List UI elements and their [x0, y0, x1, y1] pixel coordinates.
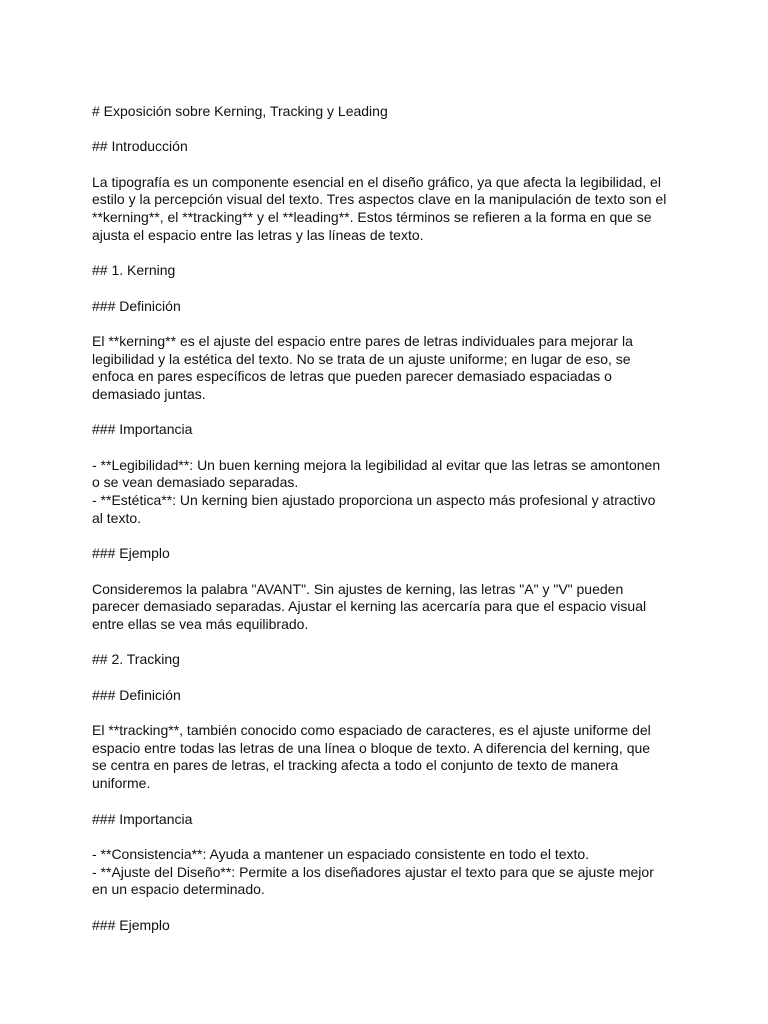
text-line: - **Consistencia**: Ayuda a mantener un espaciado consistente en todo el texto. — [92, 845, 590, 862]
document-page — [92, 103, 682, 934]
list-importancia-kerning — [92, 457, 682, 528]
blank-line — [92, 156, 682, 174]
text-line: ## Introducción — [92, 138, 188, 155]
blank-line — [92, 528, 682, 546]
text-line: ### Importancia — [92, 810, 193, 827]
heading-introduccion — [92, 138, 682, 156]
blank-line — [92, 245, 682, 263]
text-line: ### Ejemplo — [92, 916, 170, 933]
text-line: legibilidad y la estética del texto. No se trata de un ajuste uniforme; en lugar de eso, se — [92, 350, 631, 367]
blank-line — [92, 828, 682, 846]
text-line: uniforme. — [92, 775, 151, 792]
blank-line — [92, 669, 682, 687]
blank-line — [92, 404, 682, 422]
text-line: espacio entre todas las letras de una línea o bloque de texto. A diferencia del kerning, que — [92, 739, 651, 756]
subheading-ejemplo-tracking — [92, 917, 682, 935]
blank-line — [92, 315, 682, 333]
blank-line — [92, 899, 682, 917]
text-line: ### Definición — [92, 686, 181, 703]
doc-title — [92, 103, 682, 121]
blank-line — [92, 439, 682, 457]
text-line: demasiado juntas. — [92, 386, 206, 402]
heading-tracking — [92, 651, 682, 669]
subheading-importancia-tracking — [92, 811, 682, 829]
text-line: ### Definición — [92, 297, 181, 314]
text-line: El **tracking**, también conocido como espaciado de caracteres, es el ajuste uniforme del — [92, 722, 651, 739]
text-line: parecer demasiado separadas. Ajustar el kerning las acercaría para que el espacio visual — [92, 598, 647, 615]
text-line: al texto. — [92, 509, 142, 526]
blank-line — [92, 634, 682, 652]
text-line: ## 2. Tracking — [92, 651, 180, 668]
text-line: entre ellas se vea más equilibrado. — [92, 615, 309, 632]
heading-kerning — [92, 262, 682, 280]
paragraph-definicion-tracking — [92, 722, 682, 793]
text-line: o se vean demasiado separadas. — [92, 474, 299, 491]
text-line: ajusta el espacio entre las letras y las líneas de texto. — [92, 226, 424, 243]
text-line: **kerning**, el **tracking** y el **leading**. Estos términos se refieren a la forma en que se — [92, 209, 652, 226]
list-importancia-tracking — [92, 846, 682, 899]
text-line: Consideremos la palabra "AVANT". Sin ajustes de kerning, las letras "A" y "V" pueden — [92, 580, 624, 597]
text-line: - **Legibilidad**: Un buen kerning mejora la legibilidad al evitar que las letras se amontonen — [92, 456, 661, 473]
subheading-importancia-kerning — [92, 421, 682, 439]
paragraph-introduccion — [92, 174, 682, 245]
subheading-ejemplo-kerning — [92, 545, 682, 563]
text-line: ### Ejemplo — [92, 545, 170, 562]
subheading-definicion-tracking — [92, 687, 682, 705]
subheading-definicion-kerning — [92, 298, 682, 316]
text-line: La tipografía es un componente esencial en el diseño gráfico, ya que afecta la legibilidad, el — [92, 173, 661, 190]
text-line: El **kerning** es el ajuste del espacio entre pares de letras individuales para mejorar la — [92, 332, 633, 349]
blank-line — [92, 121, 682, 139]
text-line: se centra en pares de letras, el tracking afecta a todo el conjunto de texto de manera — [92, 757, 619, 774]
text-line: enfoca en pares específicos de letras que pueden parecer demasiado espaciadas o — [92, 368, 612, 385]
text-line: ### Importancia — [92, 421, 193, 438]
text-line: # Exposición sobre Kerning, Tracking y Leading — [92, 103, 388, 119]
paragraph-ejemplo-kerning — [92, 581, 682, 634]
text-line: en un espacio determinado. — [92, 881, 265, 898]
blank-line — [92, 280, 682, 298]
paragraph-definicion-kerning — [92, 333, 682, 404]
blank-line — [92, 704, 682, 722]
text-line: - **Estética**: Un kerning bien ajustado proporciona un aspecto más profesional y atractivo — [92, 492, 656, 509]
text-line: - **Ajuste del Diseño**: Permite a los diseñadores ajustar el texto para que se ajuste mejor — [92, 863, 654, 880]
text-line: estilo y la percepción visual del texto. Tres aspectos clave en la manipulación de texto son el — [92, 191, 667, 208]
blank-line — [92, 563, 682, 581]
text-line: ## 1. Kerning — [92, 262, 176, 279]
blank-line — [92, 793, 682, 811]
